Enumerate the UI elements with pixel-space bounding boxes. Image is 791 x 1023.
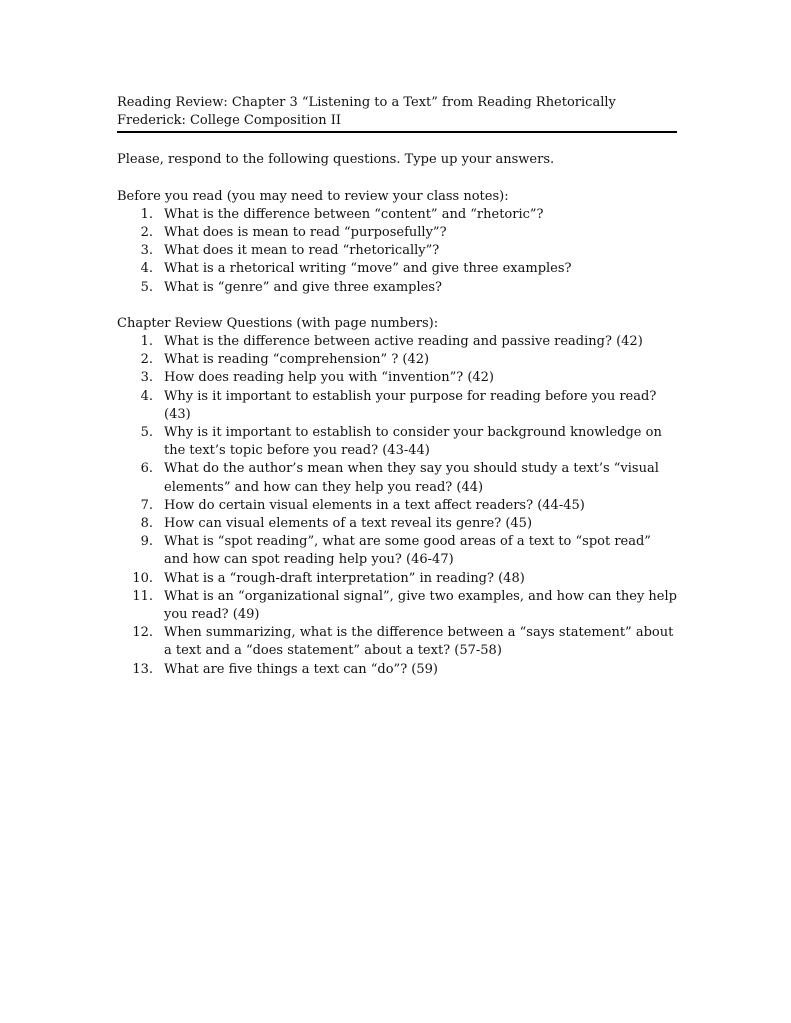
question-text: Why is it important to establish your purpose for reading before you read? (43)	[164, 388, 657, 422]
item-number: 4.	[140, 388, 153, 404]
question-text: How can visual elements of a text reveal its genre? (45)	[164, 516, 533, 532]
list-item	[117, 369, 677, 387]
before-reading-heading: Before you read (you may need to review your class notes):	[117, 188, 509, 204]
list-item	[117, 242, 677, 260]
item-number: 12.	[132, 625, 153, 641]
item-number: 6.	[140, 461, 153, 477]
question-text: When summarizing, what is the difference between a “says statement” about a text and a “does statement” about a text? (57-58)	[164, 625, 674, 659]
item-number: 4.	[140, 261, 153, 277]
question-text: What is “spot reading”, what are some good areas of a text to “spot read” and how can spot reading help you? (46-47)	[164, 534, 651, 568]
item-number: 1.	[140, 206, 153, 222]
item-number: 5.	[140, 279, 153, 295]
item-number: 10.	[132, 570, 153, 586]
header-divider	[117, 131, 677, 133]
list-item	[117, 624, 677, 660]
question-text: How do certain visual elements in a text affect readers? (44-45)	[164, 497, 585, 513]
chapter-review-heading: Chapter Review Questions (with page numbers):	[117, 315, 439, 331]
item-number: 5.	[140, 425, 153, 441]
question-text: What is the difference between active reading and passive reading? (42)	[164, 334, 643, 350]
list-item	[117, 333, 677, 351]
list-item	[117, 224, 677, 242]
course-name: Frederick: College Composition II	[117, 113, 341, 129]
question-text: What does it mean to read “rhetorically”?	[164, 243, 440, 259]
question-text: What does is mean to read “purposefully”?	[164, 225, 447, 241]
item-number: 9.	[140, 534, 153, 550]
question-text: What is reading “comprehension” ? (42)	[164, 352, 430, 368]
item-number: 2.	[140, 352, 153, 368]
question-text: What is “genre” and give three examples?	[164, 279, 442, 295]
question-text: What is an “organizational signal”, give two examples, and how can they help you read? (49)	[164, 588, 677, 623]
instructions-text: Please, respond to the following questions. Type up your answers.	[117, 152, 555, 168]
list-item	[117, 515, 677, 533]
list-item	[117, 661, 677, 679]
list-item	[117, 351, 677, 369]
item-number: 1.	[140, 334, 153, 350]
before-reading-list	[117, 206, 677, 297]
list-item	[117, 460, 677, 496]
item-number: 7.	[140, 497, 153, 513]
chapter-review-list	[117, 333, 677, 679]
item-number: 2.	[140, 225, 153, 241]
document-page	[117, 94, 677, 679]
item-number: 13.	[132, 661, 153, 677]
item-number: 11.	[132, 588, 153, 604]
list-item	[117, 260, 677, 278]
item-number: 3.	[140, 243, 153, 259]
question-text: Why is it important to establish to consider your background knowledge on the text’s topic before you read? (43-44)	[164, 425, 662, 459]
question-text: How does reading help you with “invention”? (42)	[164, 370, 495, 386]
list-item	[117, 388, 677, 424]
list-item	[117, 497, 677, 515]
list-item	[117, 533, 677, 569]
question-text: What is a “rough-draft interpretation” in reading? (48)	[164, 570, 525, 586]
question-text: What is a rhetorical writing “move” and give three examples?	[164, 261, 572, 277]
list-item	[117, 206, 677, 224]
list-item	[117, 424, 677, 460]
document-title: Reading Review: Chapter 3 “Listening to a Text” from Reading Rhetorically	[117, 95, 616, 110]
item-number: 3.	[140, 370, 153, 386]
question-text: What is the difference between “content” and “rhetoric”?	[164, 206, 544, 222]
question-text: What are five things a text can “do”? (59)	[164, 661, 438, 677]
list-item	[117, 279, 677, 297]
item-number: 8.	[140, 516, 153, 532]
question-text: What do the author’s mean when they say you should study a text’s “visual elements” and how can they help you read? (44)	[164, 461, 659, 495]
list-item	[117, 588, 677, 624]
list-item	[117, 570, 677, 588]
